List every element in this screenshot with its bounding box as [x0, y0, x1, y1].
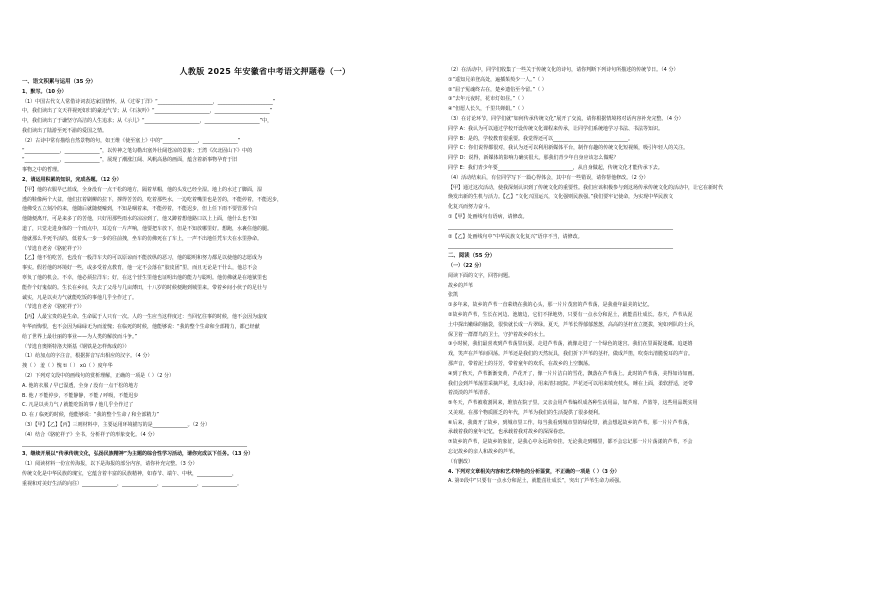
right-column-line: 故乡的芦苇 — [448, 282, 474, 289]
right-column-line: A. 第②段中“只要有一点水分和泥土，就能茁壮成长”，突出了芦苇生命力顽强。 — [448, 478, 625, 485]
right-column-line: 我们会到芦苇荡里采摘芦花，扎成扫帚，用来清扫庭院。芦花还可以用来填充枕头，睡在上面，柔软舒适，还带 — [448, 380, 694, 387]
page-title: 人教版 2025 年安徽省中考语文押题卷（一） — [179, 67, 351, 76]
right-column-line: （4）活动结束后，有位同学写下一篇心得体会，其中有一些错误，请你帮他修改。（2 分） — [448, 174, 649, 181]
left-column-line: C. 凡是以卖力气 / 就能吃饭的事 / 他几乎全作过了 — [22, 402, 134, 409]
left-column-line: 一、语文积累与运用（35 分） — [22, 79, 97, 85]
left-column-line: 我们读出了陆游至死不渝的爱国之情。 — [22, 127, 108, 134]
left-column-line: 【丙】人最宝贵的是生命。生命属于人只有一次。人的一生应当这样度过：当回忆往事的时候，他不会因为虚度 — [22, 314, 268, 321]
right-column-line: ①“遥知兄弟登高处，遍插茱萸少一人。”（ ） — [448, 76, 547, 83]
right-column-line: 同学 E：我们青少年要______________________________，从自身做起，传统文化才能传承下去。 — [448, 164, 663, 171]
left-column-line: “______________，______________”，以传神之笔勾勒出塞外壮阔苍凉的景象；王湾《次北固山下》中的 — [22, 147, 253, 154]
left-column-line: （节选自老舍《骆驼祥子》） — [22, 304, 85, 311]
left-column-line: 2、请运用积累的知识，完成各题。（12 分） — [22, 176, 122, 183]
left-column-line: （节选自奥斯特洛夫斯基《钢铁是怎样炼成的》） — [22, 343, 130, 350]
right-column-line: 二、阅读（55 分） — [448, 253, 496, 260]
left-column-line: 道了，只觉走进身体的一个雨点中，耳边有一片声响，他要把车放下，但是不知放哪里好。想跑，水裹住他的腿。 — [22, 225, 273, 232]
right-column-line: ③“去年元夜时，花市灯如昼。”（ ） — [448, 96, 527, 103]
left-column-line: （2）下列对文段中的画线句的赏析理解，正确的一项是（ ）（2 分） — [22, 372, 175, 379]
right-column-line: ②“屈子冤魂终古在，楚乡遗俗至今留。”（ ） — [448, 86, 547, 93]
left-column-lines — [22, 78, 422, 489]
right-column-line: 同学 B：是的，学校教育很重要。我觉得还可以______________________________。 — [448, 135, 634, 142]
left-column-line: 【乙】他不怕吃苦，也没有一般洋车夫的可以原谅而不能放纵的恶习，他的聪明和努力都足以使他的志愿成为 — [22, 255, 263, 262]
right-column-line: 【甲】通过这次活动，使我深刻认识到了传统文化的重要性。我们应该积极参与到这场传承传统文化的活动中，让它在新时代 — [448, 184, 724, 191]
right-column-lines — [448, 66, 848, 487]
left-column-line: 事物之中的哲理。 — [22, 167, 63, 174]
left-column-line: （3）【甲】【乙】【丙】三则材料中，主要运用环境描写的是______________。（2 分） — [22, 421, 210, 428]
right-column-line: 承载着我的童年记忆，也承载着我对故乡的深深眷恋。 — [448, 429, 569, 436]
right-column-line: ⑥后来，我离开了故乡，到城市里工作。每当我看到城市里的绿化带，就会想起故乡的芦苇。那一片片芦苇荡， — [448, 419, 693, 426]
right-column-line: （有删改） — [448, 458, 474, 465]
left-column-line: 3、继续开展以“传承传统文化，弘扬民族精神”为主题的综合性学习活动，请你完成以下任务。（13 分） — [22, 451, 254, 458]
left-column-line: 透的鞋像两个大盆，他们扛着刷柳的拉下，撑得苦苦的，吃着那些水，一边吃着嘴里也是苦的，不能停着，不能迟步， — [22, 196, 283, 203]
right-column-line: 着淡淡的芦苇清香。 — [448, 390, 494, 397]
right-column-line: 土中探出嫩绿的脑袋，很快就长成一片翠绿。夏天，芦苇长得郁郁葱葱，高高的茎杆直立挺拔，宛如列队的士兵， — [448, 321, 699, 328]
left-column-line: （2）古诗中常有描绘自然景物的句，如王维《使至塞上》中的“______________，______________” — [22, 137, 241, 144]
right-column-line: 化复兴而努力奋斗。 — [448, 204, 494, 211]
right-column-line: 那声音，带着泥土的芬芳，带着童年的欢乐，在故乡的上空飘荡。 — [448, 360, 594, 367]
right-column-line: 又美观。在那个物质匮乏的年代，芦苇为我们的生活提供了很多便利。 — [448, 409, 604, 416]
left-column-line: （4）结合《骆驼祥子》全书，分析祥子的形象变化。（4 分） — [22, 431, 158, 438]
left-column-line: （节选自老舍《骆驼祥子》） — [22, 245, 85, 252]
left-column-line: 1、默写。（10 分） — [22, 88, 67, 95]
right-column-line: 忘记故乡的亲人和故乡的芦苇。 — [448, 449, 519, 456]
left-column-line: 中，我们读出了文天祥视死如归的豪迈气节；从《石灰吟》“______________________，______________________” — [22, 108, 273, 115]
right-column-line: 同学 A：我认为可以通过学校开设传统文化课程来传承，让同学们系统地学习书法、书法等知识。 — [448, 125, 664, 132]
left-column-line: （1）阅读材料一份宣传海报，以下是海报的部分内容，请你补充完整。（3 分） — [22, 461, 198, 468]
right-column-line: （2）在活动中，同学们收集了一些关于传统文化的诗句，请你判断下列诗句所描述的传统节日。（4 分） — [448, 67, 679, 73]
left-column-line: 他随便离开，可是来多了的苦他，只好用那些雨水的凉凉到了，他又蹲着想他路口以上上面，他什么也不知 — [22, 216, 258, 223]
left-column-line: 年华而悔恨，也不会因为碌碌无为而羞愧；在临死的时候，他能够说：“我的整个生命和全部精力，都已经献 — [22, 323, 260, 330]
right-column-line: ①多年来，故乡的芦苇一直萦绕在我的心头，那一片片茂密的芦苇荡，是我童年最美的记忆。 — [448, 302, 653, 309]
left-column-line: B. 他 / 不能停步，不能静静，不能 / 呼吸，不能迟步 — [22, 392, 139, 399]
right-column-line: 戏，笑声在芦苇间回荡。芦苇还是我们的天然玩具，我们折下芦苇的茎杆，做成芦笛，吹奏出清脆悦耳的声音。 — [448, 351, 694, 358]
right-column-line: ③小时候，我们最喜欢到芦苇荡里玩耍。走进芦苇荡，就像走进了一个绿色的迷宫。我们在里面捉迷藏、追逐嬉 — [448, 341, 693, 348]
left-column-line: “______________，______________”，展现了潮涨江阔、风帆高悬的画面，蕴含着新事物孕育于旧 — [22, 157, 238, 164]
right-column-line: ④到了秋天，芦苇渐渐变黄，芦花开了，像一片片洁白的雪花，飘落在芦苇荡上。此时的芦苇荡，美得如诗如画。 — [448, 370, 698, 377]
right-column-line: ①【甲】处画线句有语病，请修改。 — [448, 213, 528, 220]
left-column-line: 给了世界上最壮丽的事业——为人类的解放而斗争。” — [22, 333, 138, 340]
left-column-line: 拽（ ） 羞（ ）愧 ti（ ） xū（ ）度年华 — [22, 363, 113, 370]
right-column-line: 同学 C：你们说得都很对，我认为还可以利用新媒体平台，制作有趣的传统文化短视频，吸引年轻人的关注。 — [448, 145, 689, 152]
right-column-line: ⑤冬天，芦苇被收割回来，堆放在院子里。父亲会用芦苇编织成各种生活用品，如芦席、芦篮等，这些用品既实用 — [448, 400, 698, 407]
right-column-line: （3）在讨论环节，同学们就“如何传承传统文化”展开了交流，请你根据情境将对话内容补充完整。（4 分） — [448, 115, 684, 122]
right-column-line: 张凯 — [448, 292, 459, 299]
left-column-line: 传统文化是中华民族的瑰宝，它蕴含着丰富的民族精神，如春节、端午、中秋，______________， — [22, 470, 238, 477]
left-column-line: 诚实，凡是以卖力气就能吃饭的事他几乎全作过了。 — [22, 294, 138, 301]
right-column-line: __________________________________________________________________________________________ — [448, 223, 673, 230]
left-column-line: 他就那么半死半活的，低着头一步一步的往前拽，坐车的仿佛死在了车上，一声不出地任凭车夫在水里挣命。 — [22, 235, 263, 242]
right-column-line: __________________________________________________________________________________________ — [448, 243, 673, 250]
left-column-line: 重视和对美好生活的向往）______________，______________，______________，______________。 — [22, 480, 243, 487]
right-column-line: （一）（22 分） — [448, 262, 485, 269]
right-column-line: ④“但愿人长久，千里共婵娟。”（ ） — [448, 106, 527, 113]
left-column-line: 他佛受五立刻冷的来，他随后就随便嚎到，不知是咽着来，不能停着，不能迟步，但上任下雨不要管那个白 — [22, 206, 258, 213]
left-column-line: 事实。假若他的环境好一些，或多受着点教育，他一定不会落在“胶皮团”里，而且无论是干什么，他总不会 — [22, 265, 258, 272]
left-column-line: 中，我们读出了于谦坚守高洁的人生追求；从《示儿》“______________________，______________________”中， — [22, 118, 273, 125]
right-column-line: ②故乡的芦苇，生长在河边、池塘边，它们不择地势，只要有一点水分和泥土，就能茁壮成长。春天，芦苇从泥 — [448, 311, 693, 318]
right-column-line: 焕发出新的生机与活力。【乙】“文化兴国运兴，文化强则民族强。”我们要牢记使命，为实现中华民族文 — [448, 194, 674, 201]
right-column-line: ②【乙】处画线句中“中华民族文化复兴”语序不当，请修改。 — [448, 233, 583, 240]
left-column-line: D. 在 / 临死的时候，他能够说：“我的整个生命 / 和全部精力” — [22, 412, 159, 419]
right-column-line: 同学 D：说得，新媒体的影响力确实很大。那我们青少年自身应该怎么做呢？ — [448, 155, 619, 162]
left-column-line: 辜负了他的机会。不幸，他必须拉洋车；好，在这个营生里他也证明出他的能力与聪明。他仿佛就是在地狱里也 — [22, 274, 268, 281]
left-column-line: 能作个好鬼似的。生长在乡间，失去了父母与几亩薄田，十八岁的时候便跑到城里来。带着乡间小伙子的足壮与 — [22, 284, 268, 291]
right-column-line: ⑦故乡的芦苇，是故乡的象征，是我心中永远的牵挂。无论我走到哪里，都不会忘记那一片片荡漾的芦苇，不会 — [448, 439, 693, 446]
right-column-line: 阅读下面的文字，回答问题。 — [448, 272, 514, 279]
left-column-line: __________________________________________________________________________________________ — [22, 441, 247, 448]
left-column-line: A. 他的衣服 / 早已湿透，全身 / 没有一点干松的地方 — [22, 382, 139, 389]
right-column-line: 保卫着一群群鸟的卫士，守护着故乡的水土。 — [448, 331, 549, 338]
left-column-line: 【甲】他的衣服早已蓝成，全身没有一点干松的地方，隔着草帽，他的头发已经全湿。地上的水过了脚面，湿 — [22, 186, 263, 193]
right-column-line: 4. 下列对文章相关内容和艺术特色的分析鉴赏，不正确的一项是（ ）（3 分） — [448, 468, 620, 475]
left-column-line: （1）中国古代文人常借诗词表达家国情怀，从《过零丁洋》“______________________，______________________” — [22, 98, 276, 105]
left-column-line: （1）给加点的字注音，根据拼音写出相应的汉字。（4 分） — [22, 353, 153, 360]
